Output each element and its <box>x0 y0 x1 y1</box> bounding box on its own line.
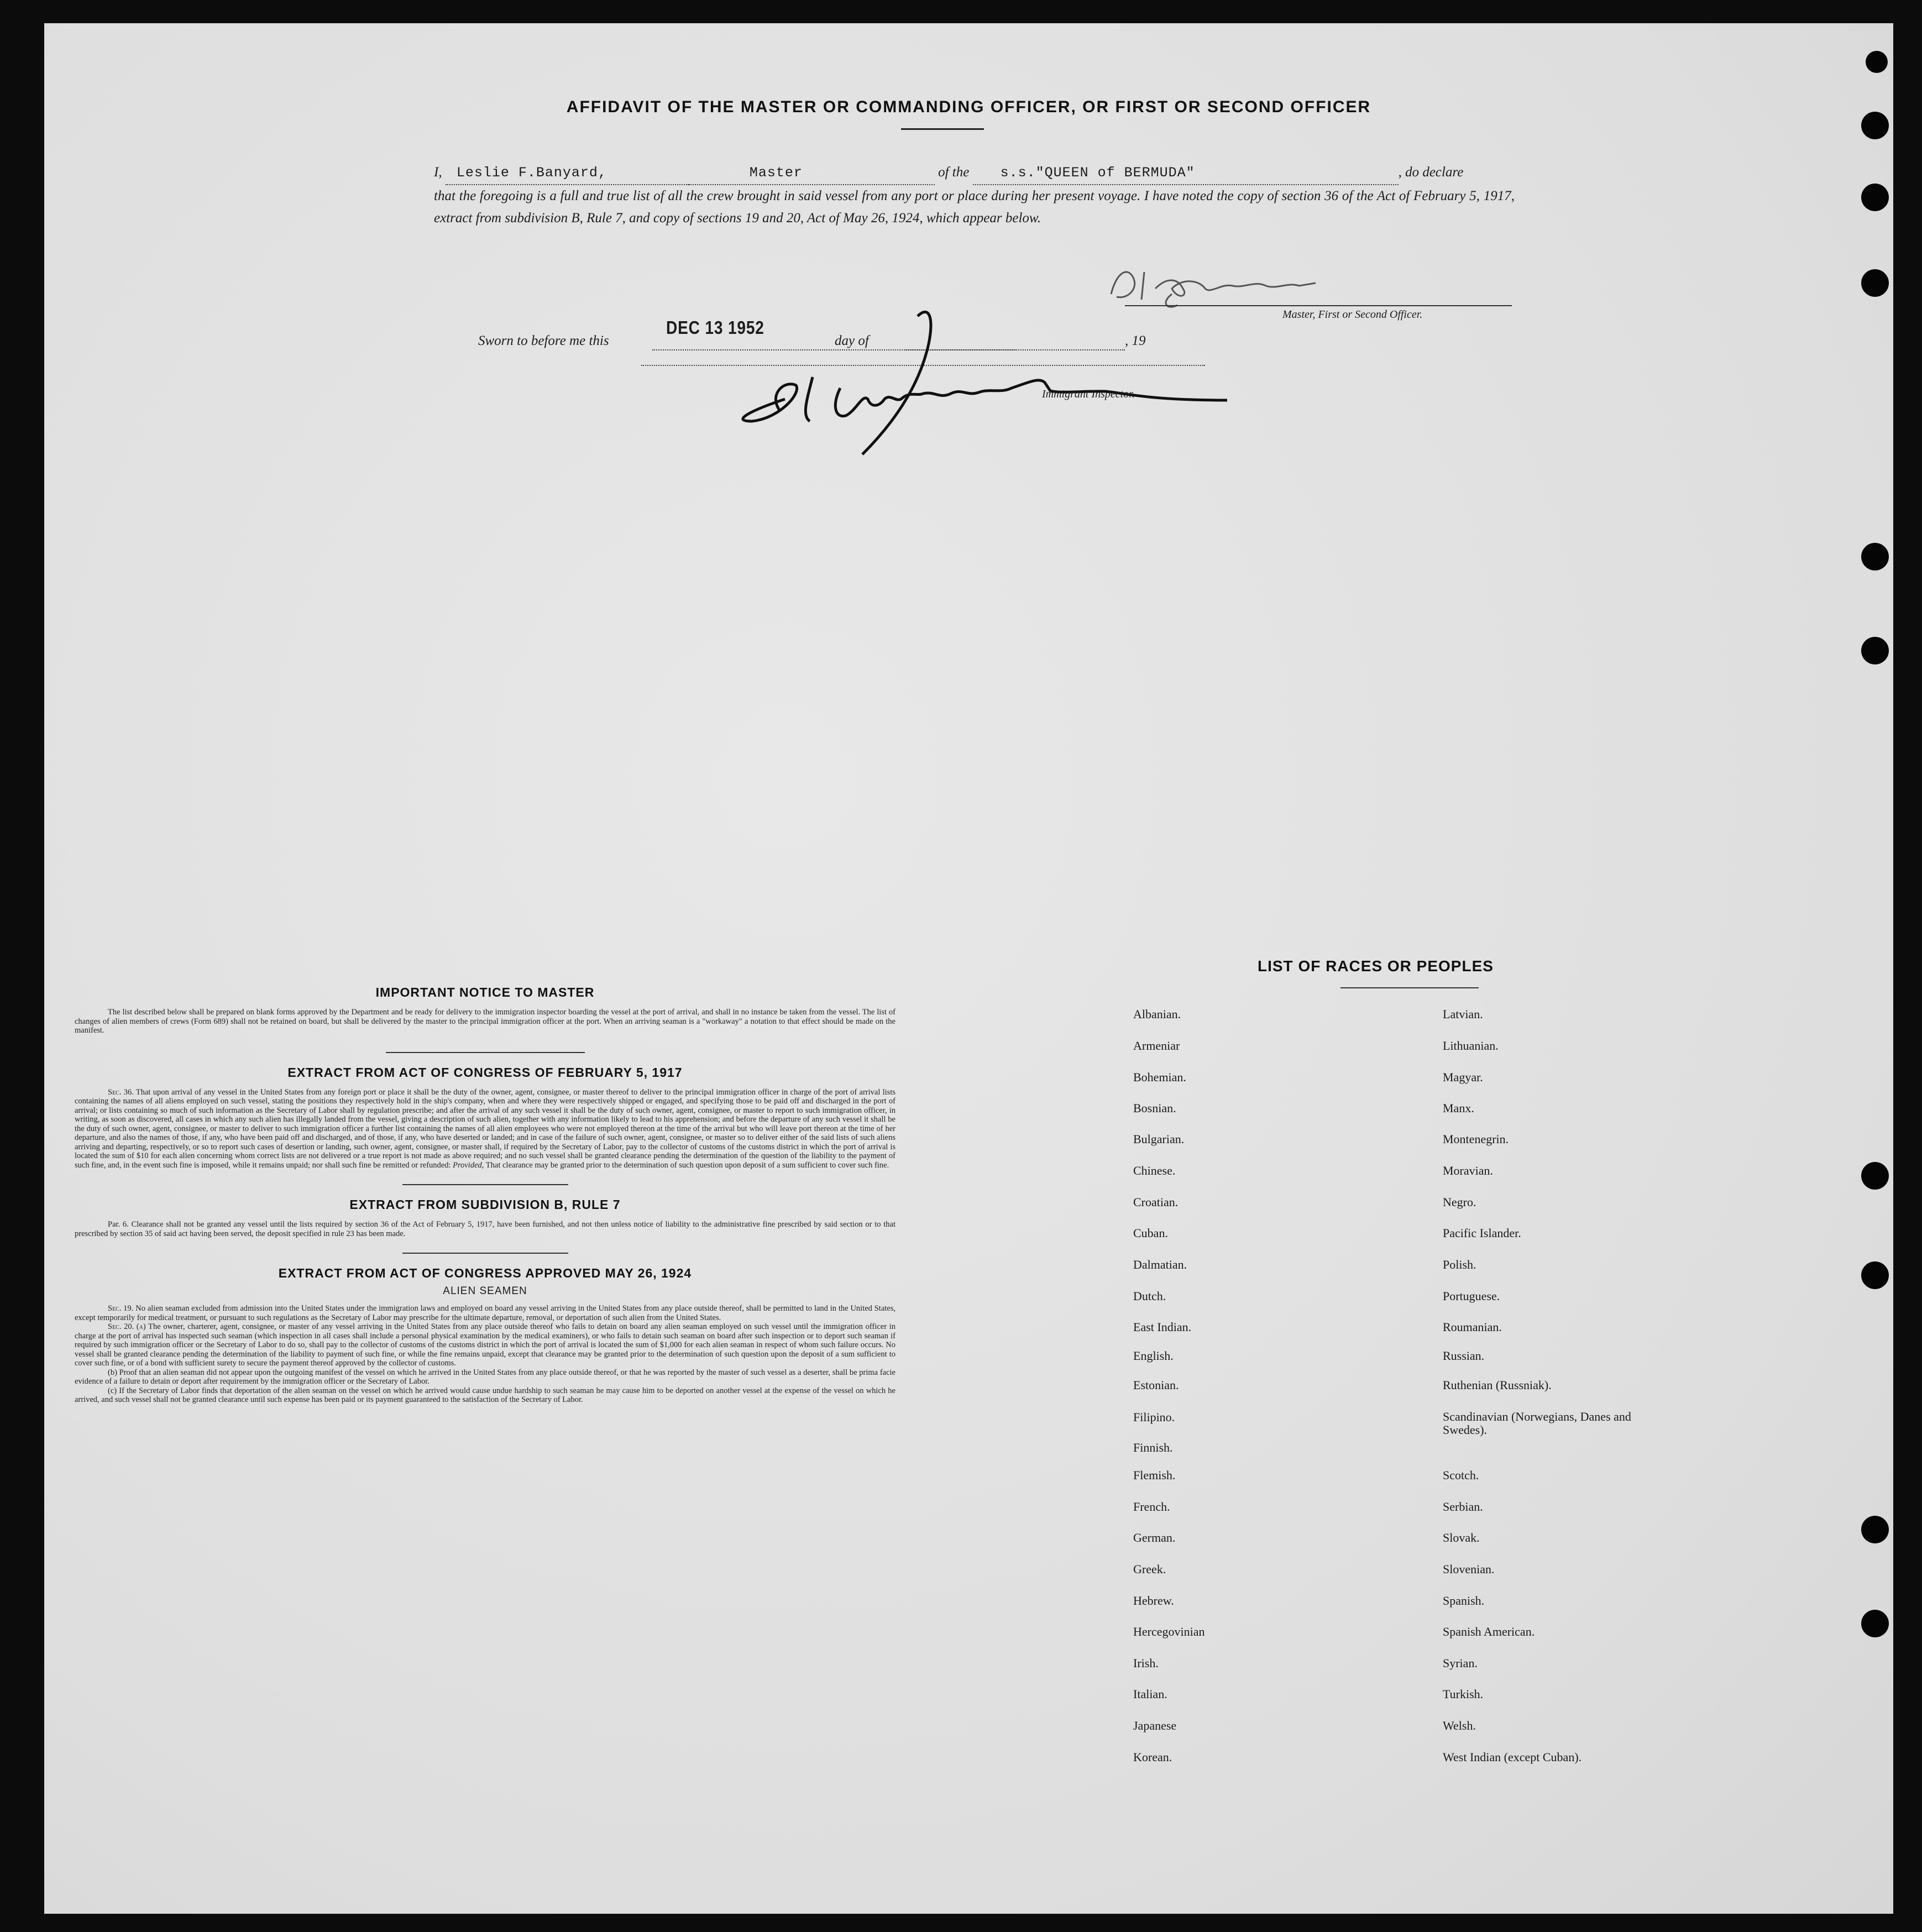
affidavit-title: AFFIDAVIT OF THE MASTER OR COMMANDING OFFICER, OR FIRST OR SECOND OFFICER <box>566 98 1371 116</box>
binder-hole <box>1861 184 1889 211</box>
race-item: West Indian (except Cuban). <box>1443 1750 1582 1764</box>
race-item: Korean. <box>1133 1750 1172 1764</box>
inspector-signature <box>719 283 1249 465</box>
rule7-paragraph: Par. 6. Clearance shall not be granted any vessel until the lists required by section 36 of the Act of February 5, 1917, have been furnished, and not then unless notice of liability to the administrative fine prescribed by said section or to that prescribed by section 35 of said act having been served, the deposit specified in rule 23 has been made. <box>75 1220 895 1238</box>
year-prefix: , 19 <box>1125 333 1146 348</box>
title-divider <box>901 128 984 130</box>
race-item: Chinese. <box>1133 1164 1176 1177</box>
sec19-label: Sec. 19. <box>108 1304 134 1313</box>
race-item: Lithuanian. <box>1443 1039 1499 1053</box>
i-label: I, <box>434 165 442 180</box>
race-item: Bosnian. <box>1133 1101 1176 1115</box>
race-item: Dutch. <box>1133 1289 1166 1303</box>
sec36-paragraph <box>75 1088 895 1170</box>
binder-hole <box>1861 1261 1889 1289</box>
race-item: Manx. <box>1443 1101 1474 1115</box>
extract-1917-title: EXTRACT FROM ACT OF CONGRESS OF FEBRUARY 5, 1917 <box>287 1065 683 1080</box>
race-item: Bulgarian. <box>1133 1132 1185 1146</box>
day-of-label: day of <box>835 333 869 348</box>
binder-hole <box>1861 1610 1889 1637</box>
master-name-field <box>446 161 689 185</box>
race-item: Cuban. <box>1133 1226 1168 1240</box>
race-item: Spanish American. <box>1443 1625 1535 1638</box>
notice-text <box>75 1008 895 1035</box>
race-item: Montenegrin. <box>1443 1132 1509 1146</box>
rank-field <box>689 161 935 185</box>
legal-notices-column <box>75 985 895 1405</box>
race-item: Scandinavian (Norwegians, Danes and Swedes). <box>1443 1410 1631 1437</box>
race-item: Pacific Islander. <box>1443 1226 1521 1240</box>
race-item: Croatian. <box>1133 1195 1179 1209</box>
race-item: Turkish. <box>1443 1687 1484 1701</box>
race-item: Moravian. <box>1443 1164 1494 1177</box>
race-item: Armeniar <box>1133 1039 1180 1053</box>
race-item: Serbian. <box>1443 1500 1483 1514</box>
race-item: East Indian. <box>1133 1320 1192 1334</box>
race-item: Filipino. <box>1133 1410 1175 1424</box>
race-item: Negro. <box>1443 1195 1476 1209</box>
race-item: Finnish. <box>1133 1441 1173 1454</box>
races-title: LIST OF RACES OR PEOPLES <box>1258 957 1494 975</box>
race-item: Latvian. <box>1443 1007 1483 1021</box>
sec36-text: That upon arrival of any vessel in the United States from any foreign port or place it shall be the duty of the owner, agent, consignee, or master thereof to deliver to the principal immigration officer in charge of the port of arrival lists containing the names of all aliens employed on such vessel, stating the positions they respectively hold in the ship's company, when and where they were respectively shipped or engaged, and specifying those to be paid off and discharged in the port of arrival; or lists containing so much of such information as the Secretary of Labor shall by regulation prescribe; and after the arrival of any such vessel it shall be the duty of such owner, agent, consignee, or master to report to such immigration officer, in writing, as soon as discovered, all cases in which any such alien has illegally landed from the vessel, giving a description of such alien, together with any information likely to lead to his apprehension; and before the departure of any such vessel it shall be the duty of such owner, agent, consignee, or master to deliver to such immigration officer a further list containing the names of all alien employees who were not employed thereon at the time of the arrival but who will leave port thereon at the time of her departure, and also the names of those, if any, who have been paid off and discharged, and of those, if any, who have deserted or landed; and in case of the failure of such owner, agent, consignee, or master so to deliver either of the said lists of such aliens arriving and departing, respectively, or so to report such cases of desertion or landing, such owner, agent, consignee, or master shall, if required by the Secretary of Labor, pay to the collector of customs of the customs district in which the port of arrival is located the sum of $10 for each alien concerning whom correct lists are not delivered or a true report is not made as above required; and no such vessel shall be granted clearance pending the determination of the question of the liability to the payment of such fine, and, in the event such fine is imposed, while it remains unpaid; nor shall such fine be remitted or refunded: <box>75 1087 895 1170</box>
sec20c-paragraph: (c) If the Secretary of Labor finds that deportation of the alien seaman on the vessel on which he arrived would cause undue hardship to such seaman he may cause him to be deported on another vessel at the expense of the vessel on which he arrived, and such vessel shall not be granted clearance until such expense has been paid or its payment guaranteed to the satisfaction of the Secretary of Labor. <box>75 1386 895 1404</box>
binder-hole <box>1861 269 1889 297</box>
race-item: Flemish. <box>1133 1468 1176 1482</box>
inspector-label: Immigrant Inspector. <box>1042 388 1135 400</box>
sec36-text-end: That clearance may be granted prior to the determination of such question upon deposit of a sum sufficient to cover such fine. <box>485 1160 889 1170</box>
race-item: Magyar. <box>1443 1070 1483 1084</box>
divider <box>402 1253 568 1254</box>
race-item: Polish. <box>1443 1258 1476 1271</box>
race-item: Bohemian. <box>1133 1070 1186 1084</box>
vessel-field <box>973 161 1399 185</box>
race-item: Albanian. <box>1133 1007 1181 1021</box>
extract-rule7-title: EXTRACT FROM SUBDIVISION B, RULE 7 <box>349 1197 621 1212</box>
master-signature-label: Master, First or Second Officer. <box>1282 308 1423 321</box>
binder-hole <box>1861 1516 1889 1543</box>
race-item: Welsh. <box>1443 1719 1476 1732</box>
races-divider <box>1340 987 1479 988</box>
sec20-label: Sec. 20. (a) <box>108 1322 146 1331</box>
race-item: Dalmatian. <box>1133 1258 1187 1271</box>
declaration-first-line <box>434 161 1515 185</box>
race-item: Spanish. <box>1443 1594 1485 1608</box>
vessel-name: s.s."QUEEN of BERMUDA" <box>1000 165 1195 181</box>
binder-hole <box>1861 543 1889 570</box>
declaration <box>434 161 1515 229</box>
sec20a-paragraph <box>75 1322 895 1368</box>
race-item: Slovenian. <box>1443 1562 1495 1576</box>
do-declare-label: , do declare <box>1398 165 1464 180</box>
race-item: Roumanian. <box>1443 1320 1502 1334</box>
extract-1924-title: EXTRACT FROM ACT OF CONGRESS APPROVED MAY 26, 1924 <box>278 1266 692 1280</box>
extract-1917-text <box>75 1088 895 1170</box>
alien-seamen-subtitle: ALIEN SEAMEN <box>443 1285 527 1297</box>
of-the-label: of the <box>938 165 970 180</box>
race-item: Estonian. <box>1133 1378 1179 1392</box>
race-item: Russian. <box>1443 1349 1485 1363</box>
declaration-body: that the foregoing is a full and true list of all the crew brought in said vessel from any port or place during her present voyage. I have noted the copy of section 36 of the Act of February 5, 1917, extract from subdivision B, Rule 7, and copy of sections 19 and 20, Act of May 26, 1924, which appear below. <box>434 189 1515 226</box>
sworn-line <box>478 330 609 352</box>
divider <box>386 1052 585 1053</box>
race-item: Ruthenian (Russniak). <box>1443 1378 1552 1392</box>
notice-paragraph: The list described below shall be prepared on blank forms approved by the Department and be ready for delivery to the immigration inspector boarding the vessel at the port of arrival, and shall in no instance be taken from the vessel. The list of changes of alien members of crews (Form 689) shall not be retained on board, but shall be delivered by the master to the principal immigration officer at the port. When an arriving seaman is a "workaway" a notation to that effect should be made on the manifest. <box>75 1008 895 1035</box>
master-name: Leslie F.Banyard, <box>456 165 607 181</box>
race-item: Irish. <box>1133 1656 1159 1670</box>
sec20b-paragraph: (b) Proof that an alien seaman did not appear upon the outgoing manifest of the vessel on which he arrived in the United States from any place outside thereof, or that he was reported by the master of such vessel as a deserter, shall be prima facie evidence of a failure to detain or deport after requirement by the immigration officer or the Secretary of Labor. <box>75 1368 895 1386</box>
race-item: Scotch. <box>1443 1468 1479 1482</box>
binder-hole <box>1866 51 1888 73</box>
race-item: French. <box>1133 1500 1170 1514</box>
binder-hole <box>1861 637 1889 664</box>
sec19-paragraph <box>75 1304 895 1322</box>
race-item: Hebrew. <box>1133 1594 1174 1608</box>
document-sheet <box>44 23 1893 1914</box>
race-item: Italian. <box>1133 1687 1167 1701</box>
race-item: Slovak. <box>1443 1531 1480 1544</box>
sec19-text: No alien seaman excluded from admission into the United States under the immigration laws and employed on board any vessel arriving in the United States from any place outside thereof, shall be permitted to land in the United States, except temporarily for medical treatment, or pursuant to such regulations as the Secretary of Labor may prescribe for the ultimate departure, removal, or deportation of such alien from the United States. <box>75 1304 896 1322</box>
extract-1924-text <box>75 1304 895 1405</box>
sworn-prefix: Sworn to before me this <box>478 333 609 348</box>
provided-word: Provided, <box>453 1160 484 1170</box>
sec36-label: Sec. 36. <box>108 1087 134 1097</box>
race-item: Hercegovinian <box>1133 1625 1205 1638</box>
race-item: German. <box>1133 1531 1176 1544</box>
notice-title: IMPORTANT NOTICE TO MASTER <box>375 985 595 999</box>
race-item: Greek. <box>1133 1562 1166 1576</box>
race-item: Japanese <box>1133 1719 1177 1732</box>
race-item: Syrian. <box>1443 1656 1478 1670</box>
divider <box>402 1184 568 1185</box>
race-item: English. <box>1133 1349 1174 1363</box>
sec20a-text: The owner, charterer, agent, consignee, or master of any vessel arriving in the United States from any place outside thereof who fails to detain on board any alien seaman employed on such vessel until the immigration officer in charge at the port of arrival has inspected such seaman (which inspection in all cases shall include a personal physical examination by the medical examiners), or who fails to detain such seaman on board after such inspection or to deport such seaman if required by such immigration officer or the Secretary of Labor to do so, shall pay to the collector of customs of the customs district in which the port of arrival is located the sum of $1,000 for each alien seaman in respect of whom such failure occurs. No vessel shall be granted clearance pending the determination of the liability to payment of such fine, or while the fine remains unpaid, except that clearance may be granted prior to the determination of such question upon the deposit of a sum sufficient to cover such fine, or of a bond with sufficient surety to secure the payment thereof approved by the collector of customs. <box>75 1322 895 1368</box>
extract-rule7-text <box>75 1220 895 1238</box>
race-item: Portuguese. <box>1443 1289 1500 1303</box>
sworn-date-stamp: DEC 13 1952 <box>666 317 764 338</box>
master-rank: Master <box>749 165 803 181</box>
binder-hole <box>1861 1162 1889 1190</box>
